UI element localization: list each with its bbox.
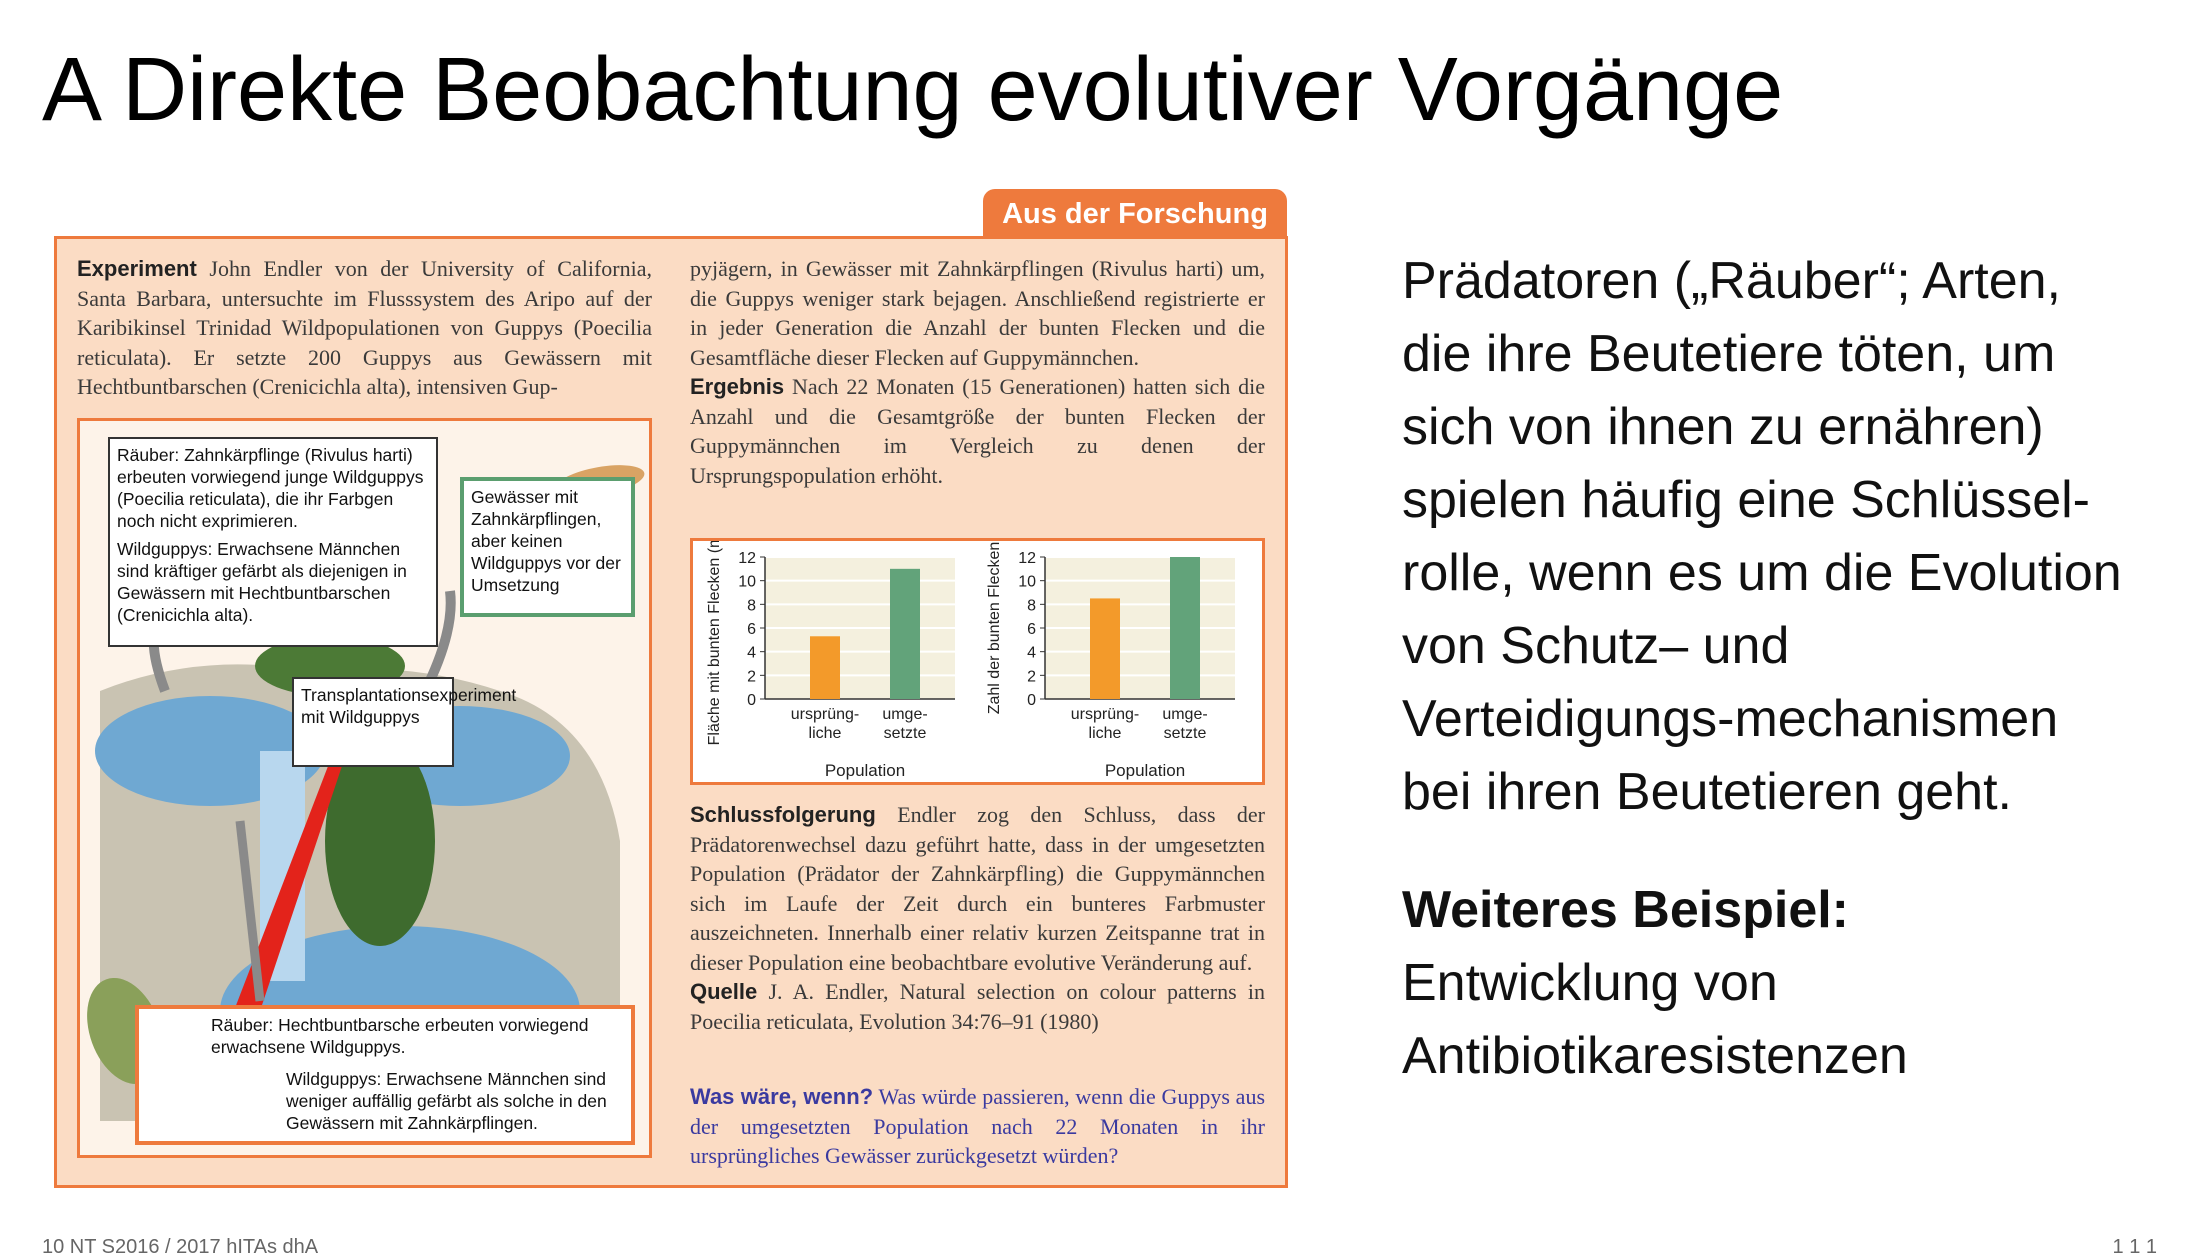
callout-transplant: Transplantationsexperiment mit Wildguppys <box>292 677 454 767</box>
chart-0-category-label: ursprüng- <box>790 706 860 723</box>
callout-killifish-guppy: Wildguppys: Erwachsene Männchen sind kräftiger gefärbt als diejenigen in Gewässern mit Hechtbuntbarschen (Crenicichla alta). <box>117 539 407 625</box>
chart-1-y-axis-label: Zahl der bunten Flecken <box>986 541 1003 715</box>
chart-1-ytick-label: 0 <box>1027 692 1036 709</box>
chart-0-ytick-label: 4 <box>747 644 756 662</box>
callout-killifish-predator: Räuber: Zahnkärpflinge (Rivulus harti) erbeuten vorwiegend junge Wildguppys (Poecilia reticulata), die ihr Farbgen noch nicht exprimieren. <box>117 445 424 531</box>
source-body: J. A. Endler, Natural selection on colour patterns in Poecilia reticulata, Evolution 34:76–91 (1980) <box>690 979 1266 1034</box>
charts-svg <box>693 541 1262 782</box>
experiment-body-continued: pyjägern, in Gewässer mit Zahnkärpflingen (Rivulus harti) um, die Guppys weniger stark bejagen. Anschließend registrierte er in jeder Generation die Anzahl der bunten Flecken und die Gesamtfläche dieser Flecken auf Guppymännchen. <box>690 256 1265 370</box>
example-label: Weiteres Beispiel: <box>1402 881 1850 939</box>
chart-1-ytick-label: 12 <box>1018 550 1036 567</box>
chart-1-x-axis-label: Population <box>1104 761 1186 780</box>
chart-0-category-label: liche <box>808 725 842 742</box>
callout-killifish <box>108 437 438 647</box>
chart-0-ytick-label: 2 <box>747 668 756 686</box>
experiment-body: John Endler von der University of California, Santa Barbara, untersuchte im Flusssystem des Aripo auf der Karibikinsel Trinidad Wildpopulationen von Guppys (Poecilia reticulata). Er setzte 200 Guppys aus Gewässern mit Hechtbuntbarschen (Crenicichla alta), intensiven Gup- <box>77 256 652 399</box>
side-text <box>1402 245 2122 1093</box>
experiment-label: Experiment <box>77 256 197 281</box>
example-text: Entwicklung von Antibiotikaresistenzen <box>1402 954 1908 1085</box>
chart-1-category-label: umge- <box>1162 706 1208 723</box>
research-tab-label: Aus der Forschung <box>983 189 1287 239</box>
side-paragraph: Prädatoren („Räuber“; Arten, die ihre Beutetiere töten, um sich von ihnen zu ernähren) spielen häufig eine Schlüssel-rolle, wenn es um die Evolution von Schutz– und Verteidigungs-mechanismen bei ihren Beutetieren geht. <box>1402 252 2122 821</box>
chart-1-ytick-label: 4 <box>1027 644 1036 662</box>
chart-1-ytick-label: 6 <box>1027 621 1036 638</box>
chart-0-ytick-label: 0 <box>747 692 756 709</box>
chart-0-ytick-label: 12 <box>738 550 756 567</box>
callout-pike-cichlid <box>135 1005 635 1145</box>
chart-0-category-label: umge- <box>882 706 928 723</box>
footer-right: 1 1 1 <box>2112 1236 2157 1258</box>
result-label: Ergebnis <box>690 374 785 399</box>
whatif-body: Was würde passieren, wenn die Guppys aus der umgesetzten Population nach 22 Monaten in ihr ursprüngliches Gewässer zurückgesetzt würden? <box>690 1084 1265 1168</box>
right-column-text <box>690 254 1265 490</box>
chart-1-ytick-label: 10 <box>1018 573 1036 591</box>
experiment-text <box>77 254 652 402</box>
whatif-label: Was wäre, wenn? <box>690 1084 874 1109</box>
callout-pike-guppy: Wildguppys: Erwachsene Männchen sind weniger auffällig gefärbt als solche in den Gewässern mit Zahnkärpflingen. <box>286 1069 607 1133</box>
conclusion-label: Schlussfolgerung <box>690 802 876 827</box>
chart-1-ytick-label: 8 <box>1027 597 1036 615</box>
chart-1-bar-1 <box>1170 557 1200 699</box>
chart-1-category-label: ursprüng- <box>1070 706 1140 723</box>
source-label: Quelle <box>690 979 758 1004</box>
callout-target-water: Gewässer mit Zahnkärpflingen, aber keinen Wildguppys vor der Umsetzung <box>460 477 635 617</box>
chart-0-bar-1 <box>890 569 920 699</box>
result-body: Nach 22 Monaten (15 Generationen) hatten sich die Anzahl und die Gesamtgröße der bunten Flecken der Guppymännchen im Vergleich zu denen der Ursprungspopulation erhöht. <box>690 374 1266 488</box>
chart-1-category-label: liche <box>1088 725 1122 742</box>
chart-0-bar-0 <box>810 636 840 699</box>
river-illustration <box>77 418 652 1158</box>
callout-pike-predator: Räuber: Hechtbuntbarsche erbeuten vorwiegend erwachsene Wildguppys. <box>211 1015 589 1057</box>
chart-1-bar-0 <box>1090 598 1120 699</box>
chart-1-category-label: setzte <box>1163 725 1207 742</box>
conclusion-body: Endler zog den Schluss, dass der Prädatorenwechsel dazu geführt hatte, dass in der umgesetzten Population (Prädator der Zahnkärpfling) die Guppymännchen sich im Laufe der Zeit durch ein bunteres Farbmuster auszeichneten. Innerhalb einer relativ kurzen Zeitspanne trat in dieser Population eine beobachtbare evolutive Veränderung auf. <box>690 802 1265 975</box>
chart-1-ytick-label: 2 <box>1027 668 1036 686</box>
whatif-section <box>690 1082 1265 1171</box>
tree <box>325 736 435 946</box>
chart-0-ytick-label: 6 <box>747 621 756 638</box>
chart-0-category-label: setzte <box>883 725 927 742</box>
chart-0-ytick-label: 8 <box>747 597 756 615</box>
result-charts <box>690 538 1265 785</box>
chart-0-y-axis-label: Fläche mit bunten Flecken (mm²) <box>706 541 723 746</box>
slide-title: A Direkte Beobachtung evolutiver Vorgänge <box>42 40 1784 140</box>
footer-left: 10 NT S2016 / 2017 hITAs dhA <box>42 1236 319 1258</box>
conclusion-section <box>690 800 1265 1036</box>
chart-0-ytick-label: 10 <box>738 573 756 591</box>
chart-0-x-axis-label: Population <box>824 761 906 780</box>
